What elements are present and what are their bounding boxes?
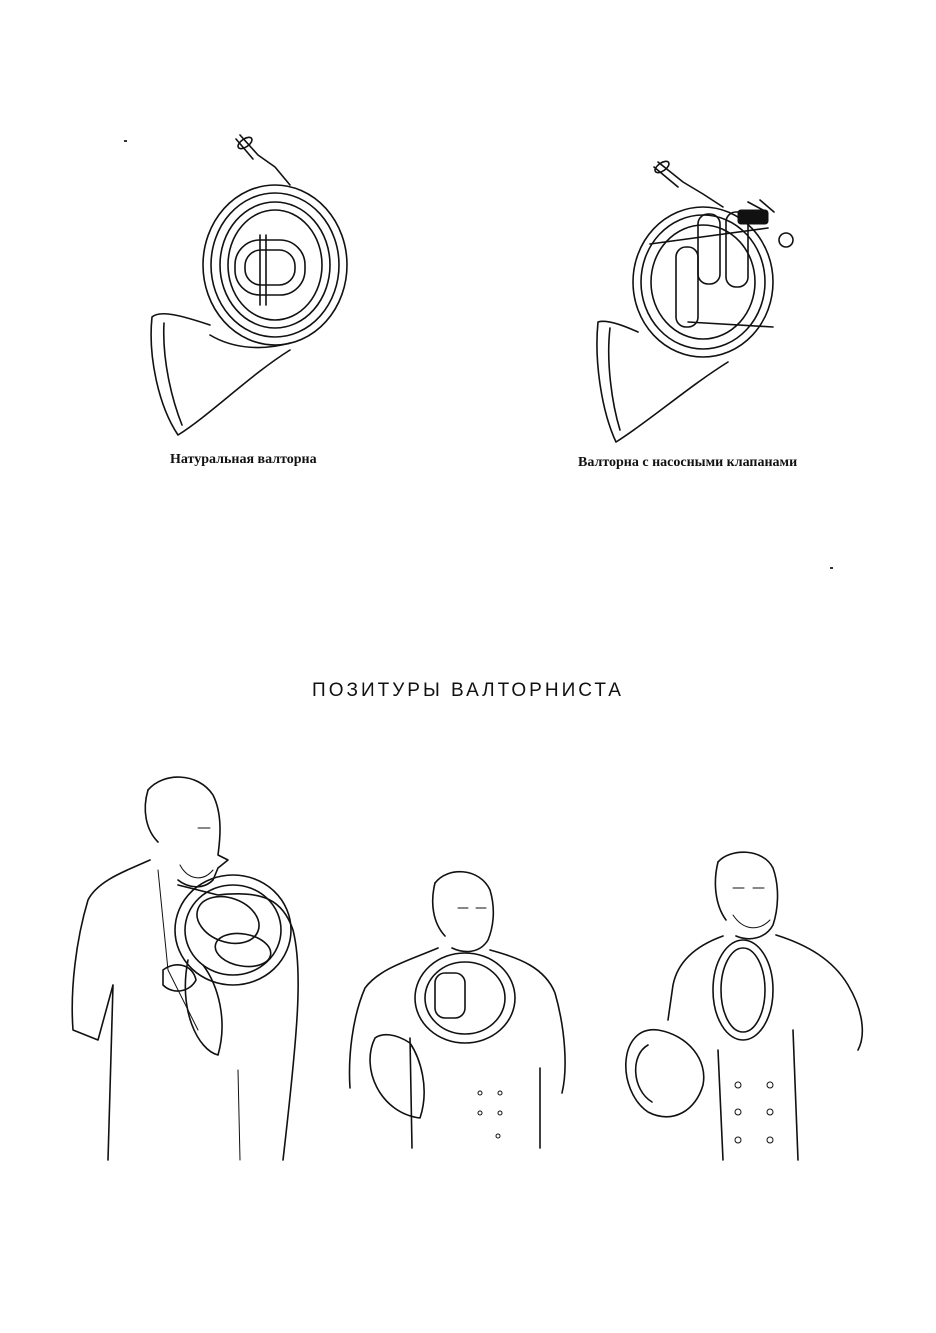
print-speck xyxy=(124,140,127,142)
valve-horn-illustration xyxy=(588,152,818,452)
horn-player-2-illustration xyxy=(340,868,585,1153)
natural-horn-caption: Натуральная валторна xyxy=(170,452,317,467)
print-speck xyxy=(830,567,833,569)
horn-player-3-illustration xyxy=(618,850,873,1165)
valve-horn-caption: Валторна с насосными клапанами xyxy=(578,455,798,470)
natural-horn-illustration xyxy=(140,125,370,445)
section-title: ПОЗИТУРЫ ВАЛТОРНИСТА xyxy=(312,680,624,701)
horn-player-1-illustration xyxy=(68,770,313,1165)
